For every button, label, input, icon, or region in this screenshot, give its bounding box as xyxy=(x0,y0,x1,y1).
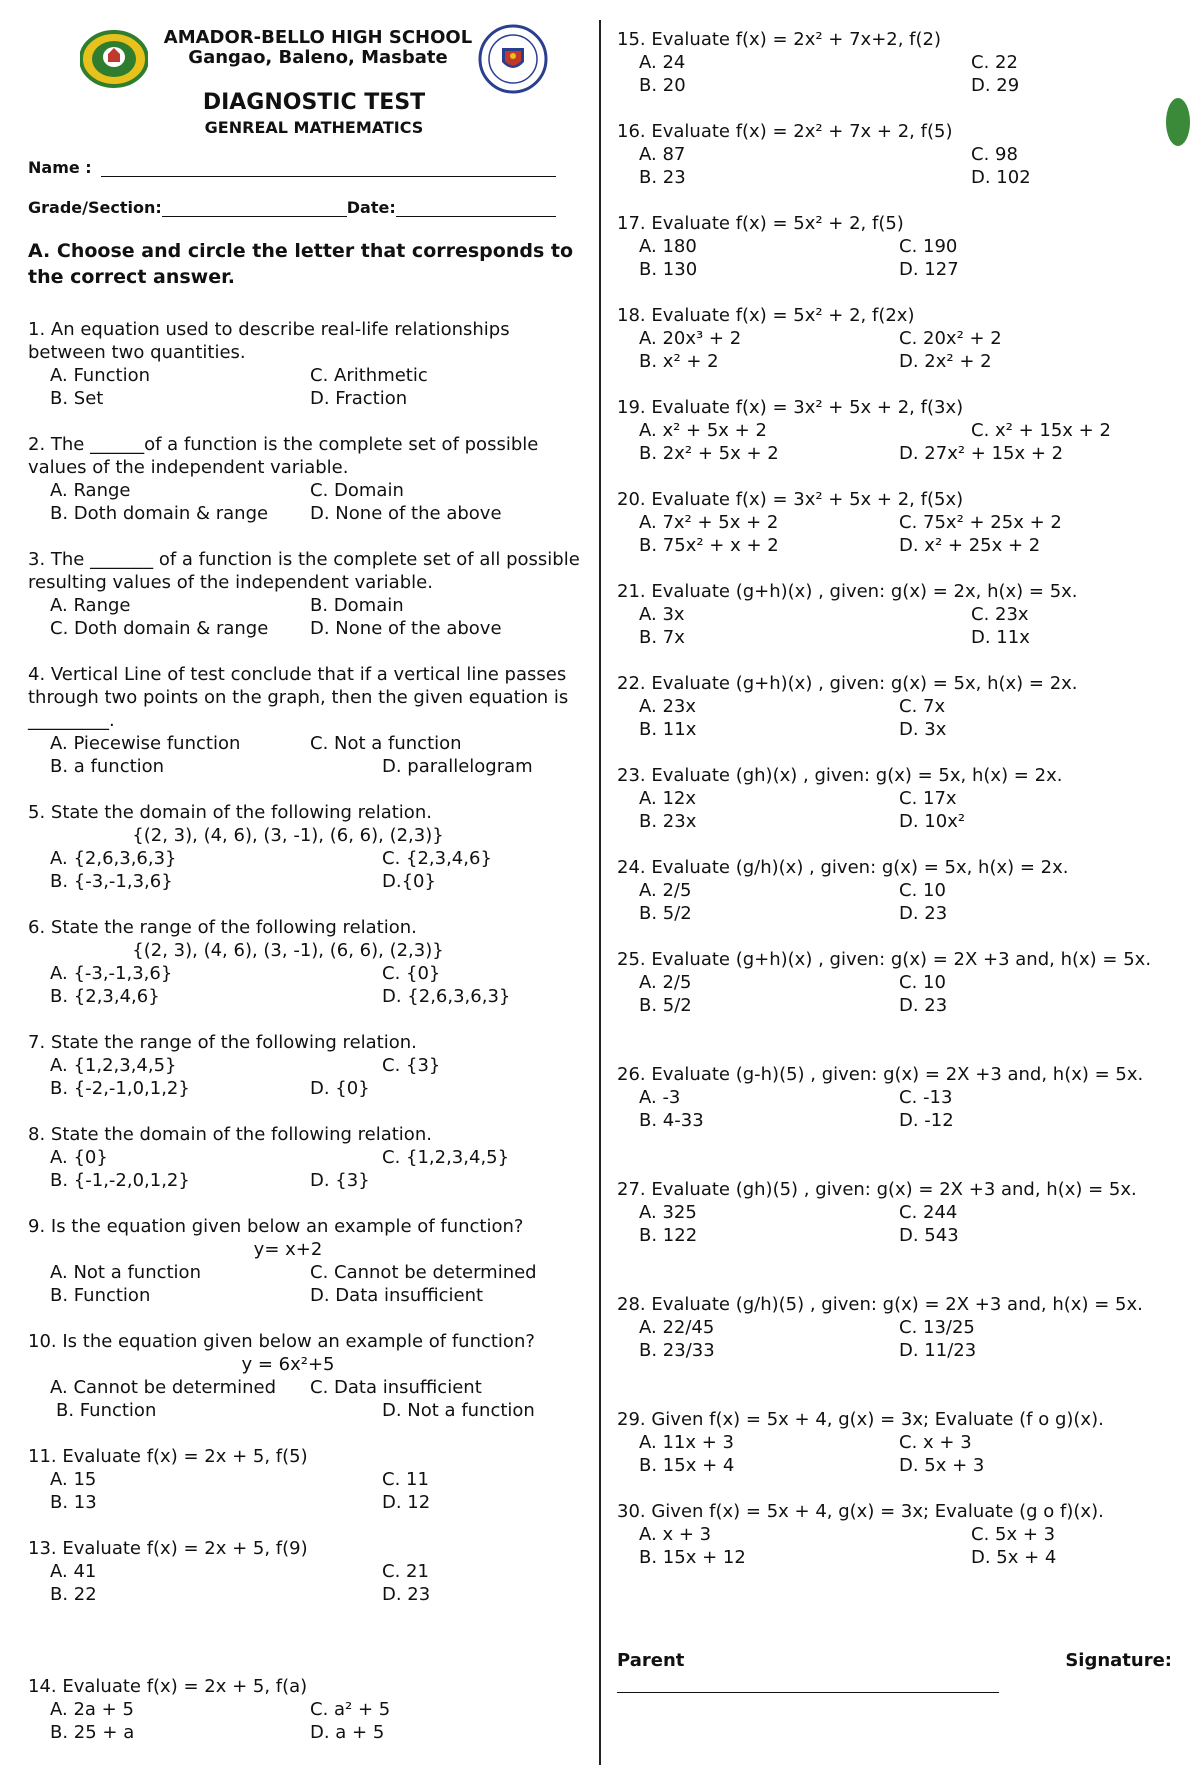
option-d[interactable]: D. 12 xyxy=(382,1492,431,1513)
answer-options xyxy=(28,1560,588,1606)
option-d[interactable]: D.{0} xyxy=(382,871,436,892)
option-c[interactable]: C. {0} xyxy=(382,963,441,984)
question-text: 15. Evaluate f(x) = 2x² + 7x+2, f(2) xyxy=(617,29,942,50)
answer-options xyxy=(617,1086,1172,1132)
option-d[interactable]: D. {2,6,3,6,3} xyxy=(382,986,511,1007)
question-expression: {(2, 3), (4, 6), (3, -1), (6, 6), (2,3)} xyxy=(132,940,444,961)
answer-options xyxy=(28,364,588,410)
option-c[interactable]: C. {3} xyxy=(382,1055,441,1076)
option-c[interactable]: C. x + 3 xyxy=(899,1432,972,1453)
option-d[interactable]: D. a + 5 xyxy=(310,1722,385,1743)
option-d[interactable]: D. {0} xyxy=(310,1078,370,1099)
option-b[interactable]: B. Set xyxy=(50,388,104,409)
question-right-14 xyxy=(617,1293,1172,1362)
option-d[interactable]: D. None of the above xyxy=(310,618,502,639)
answer-options xyxy=(617,1523,1172,1569)
option-d[interactable]: D. 10x² xyxy=(899,811,966,832)
instructions: A. Choose and circle the letter that corresponds to the correct answer. xyxy=(28,240,574,288)
option-b[interactable]: B. 15x + 4 xyxy=(639,1455,735,1476)
date-label: Date: xyxy=(346,198,396,217)
option-c[interactable]: C. 10 xyxy=(899,880,946,901)
school-logo-icon xyxy=(80,30,148,88)
option-c[interactable]: C. Data insufficient xyxy=(310,1377,482,1398)
option-c[interactable]: C. a² + 5 xyxy=(310,1699,391,1720)
question-left-3 xyxy=(28,548,588,640)
question-left-9 xyxy=(28,1215,588,1307)
option-a[interactable]: A. x² + 5x + 2 xyxy=(639,420,767,441)
question-right-15 xyxy=(617,1408,1172,1477)
option-a[interactable]: A. 11x + 3 xyxy=(639,1432,734,1453)
question-text: 3. The _______ of a function is the complete set of all possible resulting values of the independent variable. xyxy=(28,549,580,593)
option-c[interactable]: C. -13 xyxy=(899,1087,953,1108)
option-b[interactable]: B. 122 xyxy=(639,1225,698,1246)
question-left-4 xyxy=(28,663,588,778)
option-b[interactable]: C. Doth domain & range xyxy=(50,618,269,639)
option-d[interactable]: D. 29 xyxy=(971,75,1020,96)
option-d[interactable]: D. Data insufficient xyxy=(310,1285,484,1306)
test-title: DIAGNOSTIC TEST xyxy=(202,90,426,115)
option-b[interactable]: B. a function xyxy=(50,756,165,777)
option-b[interactable]: B. 25 + a xyxy=(50,1722,135,1743)
parent-signature-row xyxy=(617,1650,1172,1671)
question-text: 5. State the domain of the following relation. xyxy=(28,802,432,823)
answer-options xyxy=(617,51,1172,97)
option-b[interactable]: B. Doth domain & range xyxy=(50,503,269,524)
option-c[interactable]: C. 11 xyxy=(382,1469,429,1490)
header xyxy=(28,0,580,215)
option-a[interactable]: A. 3x xyxy=(639,604,685,625)
option-c[interactable]: C. 75x² + 25x + 2 xyxy=(899,512,1062,533)
option-b[interactable]: B. 5/2 xyxy=(639,995,692,1016)
answer-options xyxy=(28,847,588,893)
signature-label: Signature: xyxy=(1065,1650,1172,1671)
question-text: 25. Evaluate (g+h)(x) , given: g(x) = 2X +3 and, h(x) = 5x. xyxy=(617,949,1152,970)
option-b[interactable]: B. 11x xyxy=(639,719,697,740)
option-d[interactable]: D. 3x xyxy=(899,719,947,740)
school-heading xyxy=(153,28,483,68)
option-a[interactable]: A. Range xyxy=(50,595,131,616)
option-d[interactable]: D. None of the above xyxy=(310,503,502,524)
option-b[interactable]: B. {-1,-2,0,1,2} xyxy=(50,1170,190,1191)
option-a[interactable]: A. 15 xyxy=(50,1469,97,1490)
option-b[interactable]: B. Function xyxy=(50,1285,151,1306)
grade-section-field[interactable] xyxy=(28,198,556,217)
question-text: 28. Evaluate (g/h)(5) , given: g(x) = 2X +3 and, h(x) = 5x. xyxy=(617,1294,1143,1315)
question-text: 11. Evaluate f(x) = 2x + 5, f(5) xyxy=(28,1446,308,1467)
question-text: 8. State the domain of the following relation. xyxy=(28,1124,432,1145)
option-b[interactable]: B. 130 xyxy=(639,259,698,280)
question-right-8 xyxy=(617,672,1172,741)
option-d[interactable]: D. 27x² + 15x + 2 xyxy=(899,443,1064,464)
option-a[interactable]: A. 12x xyxy=(639,788,696,809)
option-b[interactable]: B. 7x xyxy=(639,627,685,648)
name-field[interactable] xyxy=(28,158,556,177)
date-line[interactable] xyxy=(396,200,556,217)
question-text: 20. Evaluate f(x) = 3x² + 5x + 2, f(5x) xyxy=(617,489,964,510)
option-b[interactable]: B. Function xyxy=(56,1400,157,1421)
answer-options xyxy=(28,479,588,525)
option-a[interactable]: A. 325 xyxy=(639,1202,697,1223)
option-d[interactable]: D. -12 xyxy=(899,1110,954,1131)
option-b[interactable]: B. 20 xyxy=(639,75,686,96)
option-c[interactable]: C. {1,2,3,4,5} xyxy=(382,1147,510,1168)
question-right-5 xyxy=(617,396,1172,465)
option-a[interactable]: A. 180 xyxy=(639,236,697,257)
answer-options xyxy=(617,143,1172,189)
question-left-11 xyxy=(28,1445,588,1514)
name-label: Name : xyxy=(28,158,92,177)
answer-options xyxy=(28,1054,588,1100)
option-d[interactable]: D. parallelogram xyxy=(382,756,533,777)
option-b[interactable]: B. 23 xyxy=(639,167,686,188)
option-a[interactable]: A. Not a function xyxy=(50,1262,201,1283)
option-c[interactable]: C. Cannot be determined xyxy=(310,1262,537,1283)
option-c[interactable]: C. 20x² + 2 xyxy=(899,328,1002,349)
option-a[interactable]: A. Function xyxy=(50,365,151,386)
answer-options xyxy=(28,594,588,640)
question-left-8 xyxy=(28,1123,588,1192)
option-d[interactable]: D. 23 xyxy=(899,995,948,1016)
question-text: 18. Evaluate f(x) = 5x² + 2, f(2x) xyxy=(617,305,915,326)
answer-options xyxy=(617,787,1172,833)
question-text: 7. State the range of the following relation. xyxy=(28,1032,417,1053)
option-a[interactable]: A. Range xyxy=(50,480,131,501)
question-left-1 xyxy=(28,318,588,410)
option-b[interactable]: B. 4-33 xyxy=(639,1110,704,1131)
answer-options xyxy=(28,962,588,1008)
option-a[interactable]: A. 23x xyxy=(639,696,696,717)
answer-options xyxy=(28,1468,588,1514)
school-address: Gangao, Baleno, Masbate xyxy=(188,47,448,68)
question-text: 2. The ______of a function is the complete set of possible values of the independent variable. xyxy=(28,434,539,478)
answer-options xyxy=(617,1316,1172,1362)
option-b[interactable]: B. 15x + 12 xyxy=(639,1547,746,1568)
option-a[interactable]: A. {2,6,3,6,3} xyxy=(50,848,177,869)
option-c[interactable]: C. 13/25 xyxy=(899,1317,975,1338)
name-line[interactable] xyxy=(101,160,556,177)
column-divider xyxy=(599,20,601,1765)
option-b[interactable]: B. 23x xyxy=(639,811,697,832)
option-a[interactable]: A. {0} xyxy=(50,1147,108,1168)
question-text: 21. Evaluate (g+h)(x) , given: g(x) = 2x, h(x) = 5x. xyxy=(617,581,1078,602)
question-text: 13. Evaluate f(x) = 2x + 5, f(9) xyxy=(28,1538,308,1559)
option-c[interactable]: C. Arithmetic xyxy=(310,365,428,386)
option-d[interactable]: D. 23 xyxy=(382,1584,431,1605)
option-a[interactable]: A. 20x³ + 2 xyxy=(639,328,742,349)
option-a[interactable]: A. -3 xyxy=(639,1087,681,1108)
question-left-6 xyxy=(28,916,588,1008)
answer-options xyxy=(617,603,1172,649)
question-right-10 xyxy=(617,856,1172,925)
option-d[interactable]: D. 11x xyxy=(971,627,1030,648)
option-b[interactable]: B. x² + 2 xyxy=(639,351,719,372)
option-a[interactable]: A. 2a + 5 xyxy=(50,1699,134,1720)
question-right-12 xyxy=(617,1063,1172,1132)
page-tab-marker xyxy=(1166,98,1190,146)
option-a[interactable]: A. 22/45 xyxy=(639,1317,715,1338)
option-c[interactable]: C. 22 xyxy=(971,52,1018,73)
option-c[interactable]: C. {2,3,4,6} xyxy=(382,848,492,869)
school-name: AMADOR-BELLO HIGH SCHOOL xyxy=(163,27,473,48)
answer-options xyxy=(617,419,1172,465)
option-a[interactable]: A. x + 3 xyxy=(639,1524,712,1545)
answer-options xyxy=(28,1698,588,1744)
option-a[interactable]: A. {1,2,3,4,5} xyxy=(50,1055,177,1076)
option-a[interactable]: A. 7x² + 5x + 2 xyxy=(639,512,779,533)
option-b[interactable]: B. 22 xyxy=(50,1584,97,1605)
question-text: 4. Vertical Line of test conclude that if a vertical line passes through two points on the graph, then the given equation is _________. xyxy=(28,664,569,731)
grade-label: Grade/Section: xyxy=(28,198,162,217)
option-d[interactable]: D. Fraction xyxy=(310,388,408,409)
question-text: 1. An equation used to describe real-life relationships between two quantities. xyxy=(28,319,510,363)
option-d[interactable]: D. 5x + 4 xyxy=(971,1547,1057,1568)
option-b[interactable]: B. 75x² + x + 2 xyxy=(639,535,779,556)
option-d[interactable]: D. Not a function xyxy=(382,1400,535,1421)
option-c[interactable]: C. 244 xyxy=(899,1202,958,1223)
question-text: 19. Evaluate f(x) = 3x² + 5x + 2, f(3x) xyxy=(617,397,964,418)
option-c[interactable]: C. 190 xyxy=(899,236,958,257)
question-right-16 xyxy=(617,1500,1172,1569)
parent-label: Parent xyxy=(617,1650,685,1671)
question-left-2 xyxy=(28,433,588,525)
option-c[interactable]: C. 5x + 3 xyxy=(971,1524,1056,1545)
option-a[interactable]: A. 2/5 xyxy=(639,880,692,901)
question-text: 9. Is the equation given below an example of function? xyxy=(28,1216,524,1237)
deped-seal-icon xyxy=(478,24,548,94)
question-text: 14. Evaluate f(x) = 2x + 5, f(a) xyxy=(28,1676,308,1697)
question-text: 27. Evaluate (gh)(5) , given: g(x) = 2X +3 and, h(x) = 5x. xyxy=(617,1179,1137,1200)
option-a[interactable]: A. 2/5 xyxy=(639,972,692,993)
question-text: 23. Evaluate (gh)(x) , given: g(x) = 5x, h(x) = 2x. xyxy=(617,765,1063,786)
question-left-5 xyxy=(28,801,588,893)
answer-options xyxy=(28,1146,588,1192)
answer-options xyxy=(617,1201,1172,1247)
option-c[interactable]: C. 23x xyxy=(971,604,1029,625)
option-b[interactable]: B. {-2,-1,0,1,2} xyxy=(50,1078,190,1099)
option-c[interactable]: C. x² + 15x + 2 xyxy=(971,420,1111,441)
question-right-4 xyxy=(617,304,1172,373)
option-a[interactable]: A. {-3,-1,3,6} xyxy=(50,963,173,984)
question-expression: y = 6x²+5 xyxy=(241,1354,335,1375)
option-a[interactable]: A. Piecewise function xyxy=(50,733,241,754)
question-right-3 xyxy=(617,212,1172,281)
question-text: 16. Evaluate f(x) = 2x² + 7x + 2, f(5) xyxy=(617,121,953,142)
question-text: 10. Is the equation given below an example of function? xyxy=(28,1331,535,1352)
option-b[interactable]: B. 2x² + 5x + 2 xyxy=(639,443,779,464)
answer-options xyxy=(28,1376,588,1422)
question-right-6 xyxy=(617,488,1172,557)
option-d[interactable]: D. 127 xyxy=(899,259,959,280)
answer-options xyxy=(28,732,588,778)
option-c[interactable]: C. 21 xyxy=(382,1561,429,1582)
question-expression: y= x+2 xyxy=(253,1239,323,1260)
option-d[interactable]: D. x² + 25x + 2 xyxy=(899,535,1041,556)
option-d[interactable]: D. 5x + 3 xyxy=(899,1455,985,1476)
answer-options xyxy=(617,1431,1172,1477)
option-d[interactable]: D. 543 xyxy=(899,1225,959,1246)
question-left-10 xyxy=(28,1330,588,1422)
question-text: 24. Evaluate (g/h)(x) , given: g(x) = 5x, h(x) = 2x. xyxy=(617,857,1069,878)
answer-options xyxy=(617,971,1172,1017)
option-b[interactable]: B. {-3,-1,3,6} xyxy=(50,871,173,892)
question-right-9 xyxy=(617,764,1172,833)
option-b[interactable]: B. 23/33 xyxy=(639,1340,715,1361)
option-c[interactable]: C. Not a function xyxy=(310,733,462,754)
answer-options xyxy=(617,327,1172,373)
option-b[interactable]: B. 13 xyxy=(50,1492,97,1513)
question-right-2 xyxy=(617,120,1172,189)
question-left-12 xyxy=(28,1537,588,1606)
option-c[interactable]: C. Domain xyxy=(310,480,404,501)
option-c[interactable]: C. 7x xyxy=(899,696,946,717)
option-d[interactable]: D. 23 xyxy=(899,903,948,924)
answer-options xyxy=(617,879,1172,925)
answer-options xyxy=(617,695,1172,741)
question-text: 29. Given f(x) = 5x + 4, g(x) = 3x; Evaluate (f o g)(x). xyxy=(617,1409,1104,1430)
option-d[interactable]: D. 102 xyxy=(971,167,1031,188)
option-d[interactable]: D. 2x² + 2 xyxy=(899,351,992,372)
question-right-7 xyxy=(617,580,1172,649)
question-text: 17. Evaluate f(x) = 5x² + 2, f(5) xyxy=(617,213,904,234)
question-expression: {(2, 3), (4, 6), (3, -1), (6, 6), (2,3)} xyxy=(132,825,444,846)
question-text: 30. Given f(x) = 5x + 4, g(x) = 3x; Evaluate (g o f)(x). xyxy=(617,1501,1104,1522)
option-a[interactable]: A. 24 xyxy=(639,52,686,73)
answer-options xyxy=(617,235,1172,281)
question-text: 22. Evaluate (g+h)(x) , given: g(x) = 5x, h(x) = 2x. xyxy=(617,673,1078,694)
question-text: 6. State the range of the following relation. xyxy=(28,917,417,938)
question-right-1 xyxy=(617,28,1172,97)
question-right-13 xyxy=(617,1178,1172,1247)
option-b[interactable]: B. 5/2 xyxy=(639,903,692,924)
test-subtitle: GENREAL MATHEMATICS xyxy=(204,118,424,137)
option-a[interactable]: A. Cannot be determined xyxy=(50,1377,277,1398)
grade-line[interactable] xyxy=(162,200,347,217)
option-c[interactable]: B. Domain xyxy=(310,595,404,616)
option-d[interactable]: D. {3} xyxy=(310,1170,370,1191)
answer-options xyxy=(617,511,1172,557)
question-left-13 xyxy=(28,1675,588,1744)
answer-options xyxy=(28,1261,588,1307)
left-column xyxy=(28,0,580,1780)
signature-line[interactable] xyxy=(617,1692,999,1693)
option-d[interactable]: D. 11/23 xyxy=(899,1340,977,1361)
question-text: 26. Evaluate (g-h)(5) , given: g(x) = 2X +3 and, h(x) = 5x. xyxy=(617,1064,1144,1085)
option-a[interactable]: A. 87 xyxy=(639,144,686,165)
right-column xyxy=(617,0,1172,1780)
option-c[interactable]: C. 10 xyxy=(899,972,946,993)
question-right-11 xyxy=(617,948,1172,1017)
option-a[interactable]: A. 41 xyxy=(50,1561,97,1582)
option-c[interactable]: C. 98 xyxy=(971,144,1018,165)
question-left-7 xyxy=(28,1031,588,1100)
option-c[interactable]: C. 17x xyxy=(899,788,957,809)
option-b[interactable]: B. {2,3,4,6} xyxy=(50,986,160,1007)
